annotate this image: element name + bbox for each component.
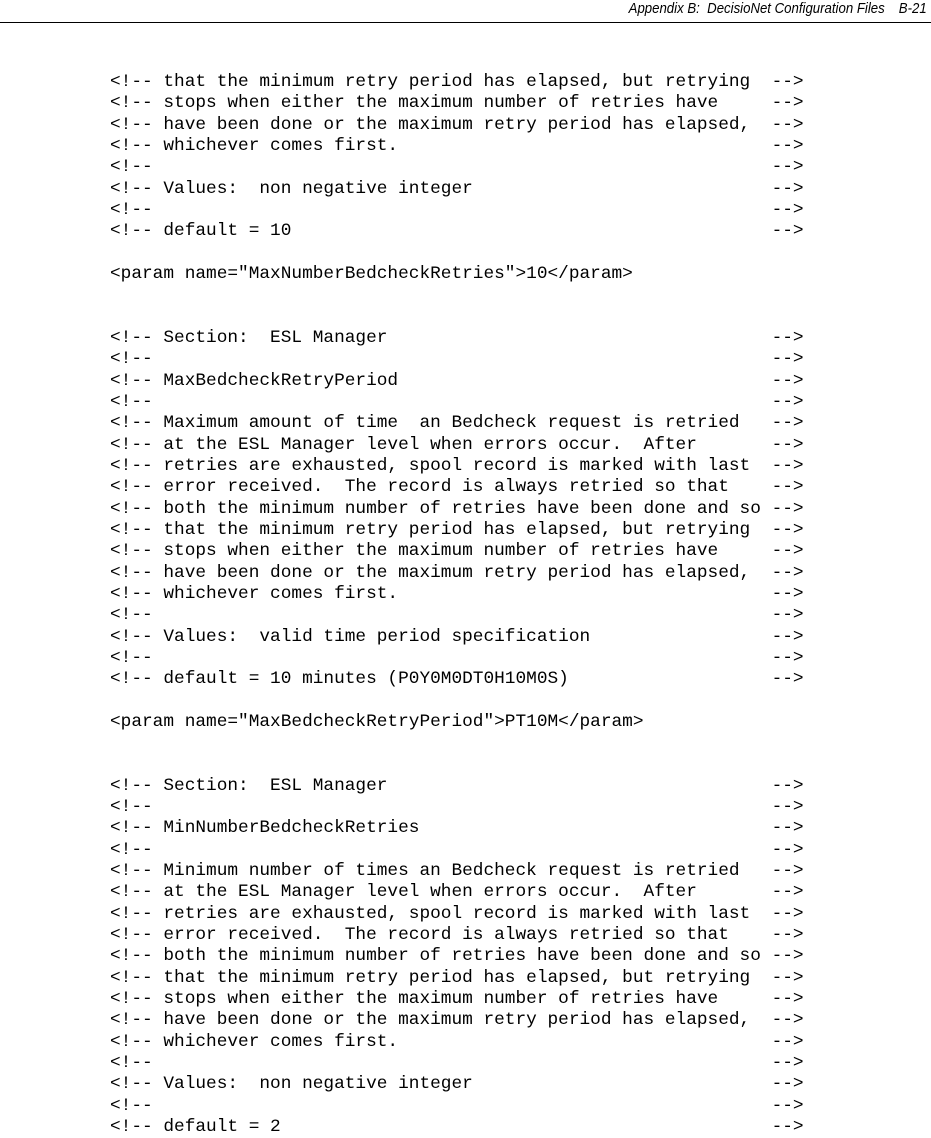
code-line: <!-- --> — [110, 391, 804, 412]
code-line: <!-- retries are exhausted, spool record is marked with last --> — [110, 903, 804, 924]
code-line: <!-- that the minimum retry period has elapsed, but retrying --> — [110, 967, 804, 988]
code-line: <!-- stops when either the maximum number of retries have --> — [110, 989, 804, 1010]
page-header — [0, 0, 931, 23]
code-line — [110, 691, 910, 712]
code-line: <!-- --> — [110, 199, 804, 220]
code-line: <!-- at the ESL Manager level when errors occur. After --> — [110, 434, 804, 455]
code-line: <!-- retries are exhausted, spool record is marked with last --> — [110, 455, 804, 476]
code-line: <!-- Minimum number of times an Bedcheck request is retried --> — [110, 861, 804, 882]
code-line: <!-- both the minimum number of retries have been done and so --> — [110, 498, 804, 519]
code-line: <!-- --> — [110, 157, 804, 178]
code-line: <!-- have been done or the maximum retry period has elapsed, --> — [110, 114, 804, 135]
code-line: <!-- MaxBedcheckRetryPeriod --> — [110, 370, 804, 391]
code-line: <!-- --> — [110, 349, 804, 370]
code-line: <!-- error received. The record is always retried so that --> — [110, 925, 804, 946]
code-line: <!-- have been done or the maximum retry period has elapsed, --> — [110, 1010, 804, 1031]
code-line: <!-- --> — [110, 647, 804, 668]
code-line: <param name="MaxNumberBedcheckRetries">10</param> — [110, 263, 633, 284]
running-header — [629, 0, 927, 18]
code-line — [110, 307, 910, 328]
code-line: <!-- whichever comes first. --> — [110, 1031, 804, 1052]
code-line: <!-- error received. The record is always retried so that --> — [110, 477, 804, 498]
code-line: <!-- stops when either the maximum number of retries have --> — [110, 541, 804, 562]
code-line: <!-- Values: non negative integer --> — [110, 178, 804, 199]
code-line: <!-- Section: ESL Manager --> — [110, 775, 804, 796]
code-line: <!-- that the minimum retry period has elapsed, but retrying --> — [110, 72, 804, 92]
code-line: <!-- Values: non negative integer --> — [110, 1074, 804, 1095]
code-line — [110, 243, 910, 264]
code-line: <!-- --> — [110, 1053, 804, 1074]
code-line: <!-- have been done or the maximum retry period has elapsed, --> — [110, 562, 804, 583]
code-line: <!-- default = 10 --> — [110, 221, 804, 242]
code-line: <!-- Section: ESL Manager --> — [110, 327, 804, 348]
code-line: <!-- --> — [110, 839, 804, 860]
code-line: <param name="MaxBedcheckRetryPeriod">PT10M</param> — [110, 711, 644, 732]
code-line: <!-- --> — [110, 1095, 804, 1116]
code-line: <!-- stops when either the maximum number of retries have --> — [110, 93, 804, 114]
code-line — [110, 755, 910, 776]
code-line: <!-- both the minimum number of retries have been done and so --> — [110, 946, 804, 967]
code-line: <!-- at the ESL Manager level when errors occur. After --> — [110, 882, 804, 903]
code-line: <!-- --> — [110, 797, 804, 818]
code-line — [110, 285, 910, 306]
code-line: <!-- Maximum amount of time an Bedcheck request is retried --> — [110, 413, 804, 434]
header-title: Appendix B: DecisioNet Configuration Files — [628, 0, 886, 17]
code-line: <!-- default = 2 --> — [110, 1117, 804, 1138]
code-line: <!-- that the minimum retry period has elapsed, but retrying --> — [110, 519, 804, 540]
code-listing — [110, 72, 910, 1138]
code-line: <!-- default = 10 minutes (P0Y0M0DT0H10M0S) --> — [110, 669, 804, 690]
code-line: <!-- whichever comes first. --> — [110, 583, 804, 604]
code-line: <!-- whichever comes first. --> — [110, 135, 804, 156]
code-line: <!-- --> — [110, 605, 804, 626]
page-number: B-21 — [899, 0, 927, 17]
code-line: <!-- MinNumberBedcheckRetries --> — [110, 818, 804, 839]
code-line: <!-- Values: valid time period specification --> — [110, 626, 804, 647]
code-line — [110, 733, 910, 754]
